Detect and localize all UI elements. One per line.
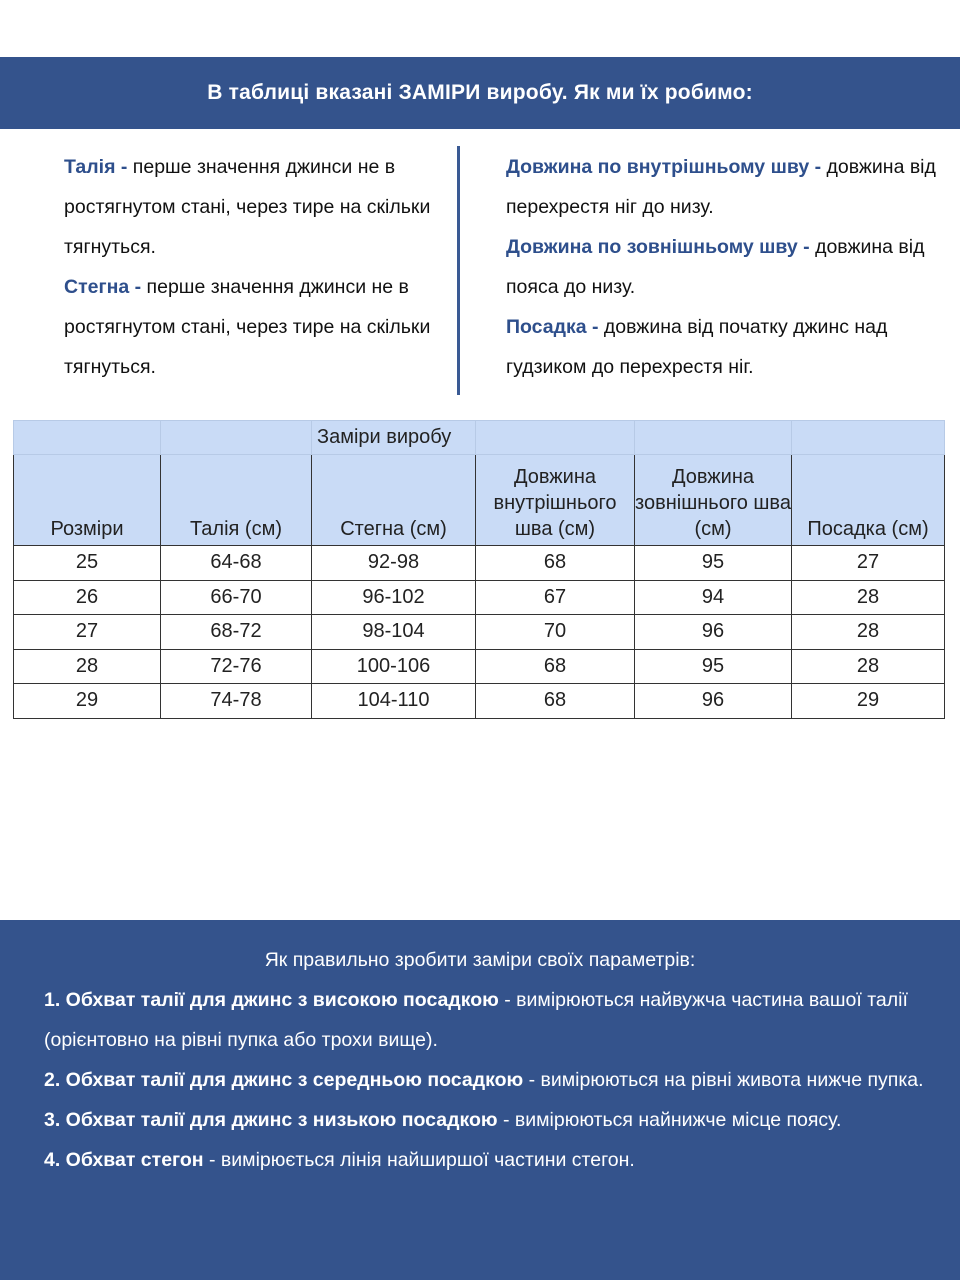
guide-item [44, 980, 934, 1060]
header-rise: Посадка (см) [792, 455, 945, 546]
guide-item-heading: 1. Обхват талії для джинс з високою посадкою [44, 989, 499, 1011]
table-row [14, 649, 945, 684]
header-hips: Стегна (см) [312, 455, 476, 546]
size-table [13, 420, 945, 719]
super-cell [161, 421, 312, 455]
header-inseam: Довжина внутрішнього шва (см) [476, 455, 635, 546]
cell-waist: 64-68 [161, 546, 312, 581]
cell-rise: 28 [792, 615, 945, 650]
cell-rise: 27 [792, 546, 945, 581]
guide-item-text: - вимірюються на рівні живота нижче пупка. [523, 1069, 924, 1091]
cell-outseam: 96 [635, 684, 792, 719]
term-hips: Стегна - [64, 276, 142, 298]
guide-item [44, 1060, 934, 1100]
super-cell [14, 421, 161, 455]
cell-waist: 72-76 [161, 649, 312, 684]
super-cell [792, 421, 945, 455]
cell-outseam: 95 [635, 649, 792, 684]
cell-inseam: 68 [476, 684, 635, 719]
cell-size: 28 [14, 649, 161, 684]
measurement-guide-panel [0, 920, 960, 1280]
cell-rise: 28 [792, 649, 945, 684]
cell-inseam: 68 [476, 546, 635, 581]
cell-inseam: 68 [476, 649, 635, 684]
term-waist: Талія - [64, 156, 128, 178]
cell-inseam: 70 [476, 615, 635, 650]
guide-item [44, 1140, 934, 1180]
guide-item-heading: 3. Обхват талії для джинс з низькою посадкою [44, 1109, 498, 1131]
cell-size: 26 [14, 580, 161, 615]
cell-outseam: 94 [635, 580, 792, 615]
term-outseam-text: довжина від пояса до низу. [506, 236, 925, 298]
size-table-sheet [10, 412, 945, 724]
cell-size: 27 [14, 615, 161, 650]
cell-waist: 66-70 [161, 580, 312, 615]
term-waist-text: перше значення джинси не в ростягнутом стані, через тире на скільки тягнуться. [64, 156, 431, 258]
table-row [14, 684, 945, 719]
table-super-title: Заміри виробу [312, 421, 476, 455]
term-rise: Посадка - [506, 316, 599, 338]
definitions-right [506, 147, 946, 387]
column-divider [457, 146, 460, 395]
cell-outseam: 95 [635, 546, 792, 581]
cell-outseam: 96 [635, 615, 792, 650]
guide-item-text: - вимірюються найвужча частина вашої талії (орієнтовно на рівні пупка або трохи вище). [44, 989, 908, 1051]
header-outseam: Довжина зовнішнього шва (см) [635, 455, 792, 546]
cell-waist: 74-78 [161, 684, 312, 719]
header-waist: Талія (см) [161, 455, 312, 546]
guide-item [44, 1100, 934, 1140]
cell-hips: 96-102 [312, 580, 476, 615]
guide-title: Як правильно зробити заміри своїх параметрів: [264, 949, 696, 971]
term-rise-text: довжина від початку джинс над гудзиком до перехрестя ніг. [506, 316, 888, 378]
guide-item-heading: 2. Обхват талії для джинс з середньою посадкою [44, 1069, 524, 1091]
table-row [14, 615, 945, 650]
cell-hips: 104-110 [312, 684, 476, 719]
guide-item-heading: 4. Обхват стегон [44, 1149, 204, 1171]
term-hips-text: перше значення джинси не в ростягнутом стані, через тире на скільки тягнуться. [64, 276, 431, 378]
cell-hips: 98-104 [312, 615, 476, 650]
term-inseam: Довжина по внутрішньому шву - [506, 156, 822, 178]
table-super-header-row [14, 421, 945, 455]
super-cell [476, 421, 635, 455]
header-size: Розміри [14, 455, 161, 546]
guide-item-text: - вимірюється лінія найширшої частини стегон. [203, 1149, 635, 1171]
term-inseam-text: довжина від перехрестя ніг до низу. [506, 156, 936, 218]
cell-inseam: 67 [476, 580, 635, 615]
cell-rise: 28 [792, 580, 945, 615]
cell-rise: 29 [792, 684, 945, 719]
definitions-left [64, 147, 444, 387]
cell-hips: 100-106 [312, 649, 476, 684]
guide-item-text: - вимірюються найнижче місце поясу. [497, 1109, 842, 1131]
banner-title: В таблиці вказані ЗАМІРИ виробу. Як ми їх робимо: [207, 81, 753, 104]
guide-list [44, 980, 934, 1180]
table-row [14, 580, 945, 615]
top-banner [0, 57, 960, 129]
table-header-row [14, 455, 945, 546]
cell-hips: 92-98 [312, 546, 476, 581]
cell-size: 29 [14, 684, 161, 719]
table-row [14, 546, 945, 581]
cell-waist: 68-72 [161, 615, 312, 650]
term-outseam: Довжина по зовнішньому шву - [506, 236, 810, 258]
super-cell [635, 421, 792, 455]
cell-size: 25 [14, 546, 161, 581]
